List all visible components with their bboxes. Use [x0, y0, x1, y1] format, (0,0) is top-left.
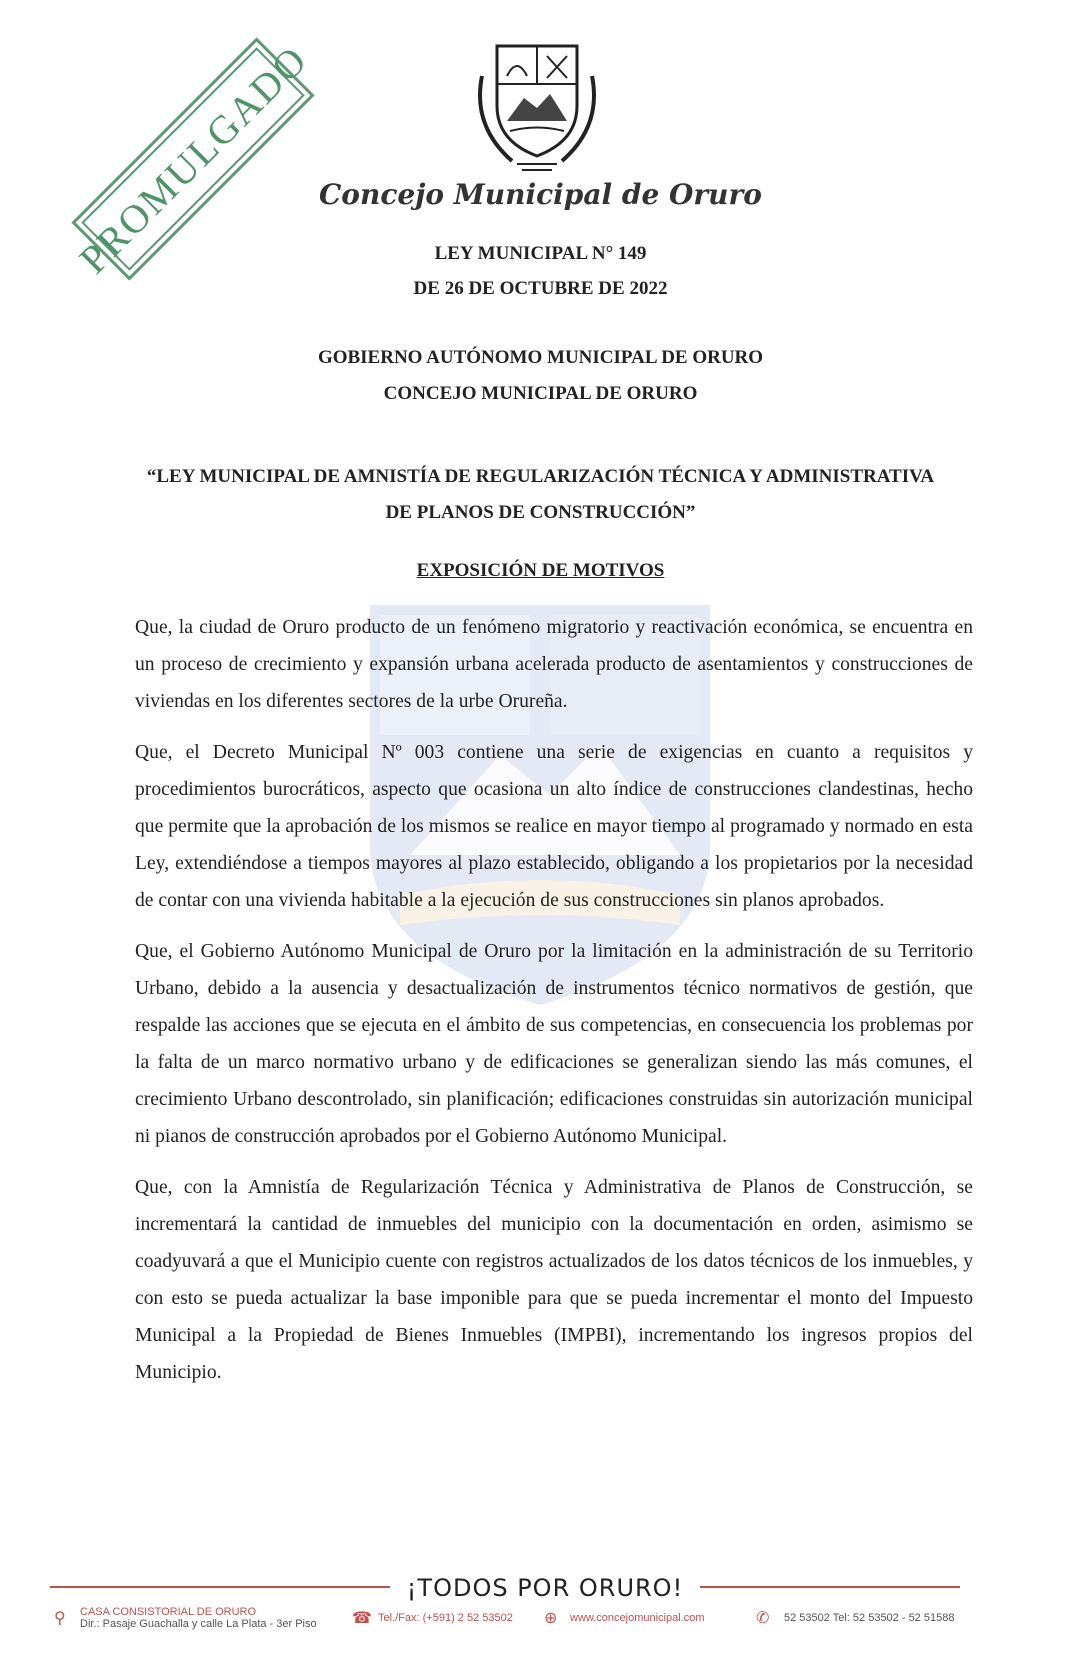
footer-divider-right: [700, 1586, 960, 1588]
motives-body: [135, 609, 973, 1405]
phone-icon: ✆: [756, 1608, 770, 1627]
law-title-line1: “LEY MUNICIPAL DE AMNISTÍA DE REGULARIZACIÓN TÉCNICA Y ADMINISTRATIVA: [146, 466, 935, 487]
footer-address: [80, 1606, 317, 1630]
footer-website[interactable]: www.concejomunicipal.com: [570, 1612, 705, 1624]
globe-icon: ⊕: [544, 1608, 558, 1627]
fax-icon: ☎: [352, 1608, 372, 1627]
council-name-uppercase: CONCEJO MUNICIPAL DE ORURO: [383, 383, 698, 404]
address-detail: Dir.: Pasaje Guachalla y calle La Plata - 3er Piso: [80, 1618, 317, 1630]
law-number: LEY MUNICIPAL N° 149: [434, 243, 647, 264]
footer-divider-left: [50, 1586, 390, 1588]
council-name: Concejo Municipal de Oruro: [319, 178, 762, 211]
paragraph: Que, con la Amnistía de Regularización Técnica y Administrativa de Planos de Construcción, se incrementará la cantidad de inmuebles del municipio con la documentación en orden, asimismo se coadyuvará a que el Municipio cuente con registros actualizados de los datos técnicos de los inmuebles, y con esto se pueda actualizar la base imponible para que se pueda incrementar el monto del Impuesto Municipal a la Propiedad de Bienes Inmuebles (IMPBI), incrementando los ingresos propios del Municipio.: [135, 1177, 973, 1383]
address-title: CASA CONSISTORIAL DE ORURO: [80, 1606, 257, 1618]
paragraph: Que, el Decreto Municipal Nº 003 contiene una serie de exigencias en cuanto a requisitos y procedimientos burocráticos, aspecto que ocasiona un alto índice de construcciones clandestinas, hecho que permite que la aprobación de los mismos se realice en mayor tiempo al programado y normado en esta Ley, extendiéndose a tiempos mayores al plazo establecido, obligando a los propietarios por la necesidad de contar con una vivienda habitable a la ejecución de sus construcciones sin planos aprobados.: [135, 742, 973, 911]
location-pin-icon: ⚲: [54, 1608, 66, 1627]
stamp-text: PROMULGADO: [70, 36, 316, 282]
paragraph: Que, el Gobierno Autónomo Municipal de Oruro por la limitación en la administración de su Territorio Urbano, debido a la ausencia y desactualización de instrumentos técnico normativos de gestión, que respalde las acciones que se ejecuta en el ámbito de sus competencias, en consecuencia los problemas por la falta de un marco normativo urbano y de edificaciones se generalizan siendo las más comunes, el crecimiento Urbano descontrolado, sin planificación; edificaciones construidas sin autorización municipal ni pianos de construcción aprobados por el Gobierno Autónomo Municipal.: [135, 941, 973, 1147]
government-name: GOBIERNO AUTÓNOMO MUNICIPAL DE ORURO: [317, 347, 764, 368]
footer-phone-fax: Tel./Fax: (+591) 2 52 53502: [378, 1612, 513, 1624]
section-heading: EXPOSICIÓN DE MOTIVOS: [416, 560, 665, 581]
paragraph: Que, la ciudad de Oruro producto de un fenómeno migratorio y reactivación económica, se encuentra en un proceso de crecimiento y expansión urbana acelerada producto de asentamientos y construcciones de viviendas en los diferentes sectores de la urbe Orureña.: [135, 617, 973, 712]
footer-slogan: ¡TODOS POR ORURO!: [406, 1574, 684, 1602]
law-date: DE 26 DE OCTUBRE DE 2022: [413, 278, 668, 299]
footer-phones: 52 53502 Tel: 52 53502 - 52 51588: [784, 1612, 955, 1624]
municipal-crest-icon: [462, 36, 612, 176]
law-title-line2: DE PLANOS DE CONSTRUCCIÓN”: [385, 502, 696, 523]
